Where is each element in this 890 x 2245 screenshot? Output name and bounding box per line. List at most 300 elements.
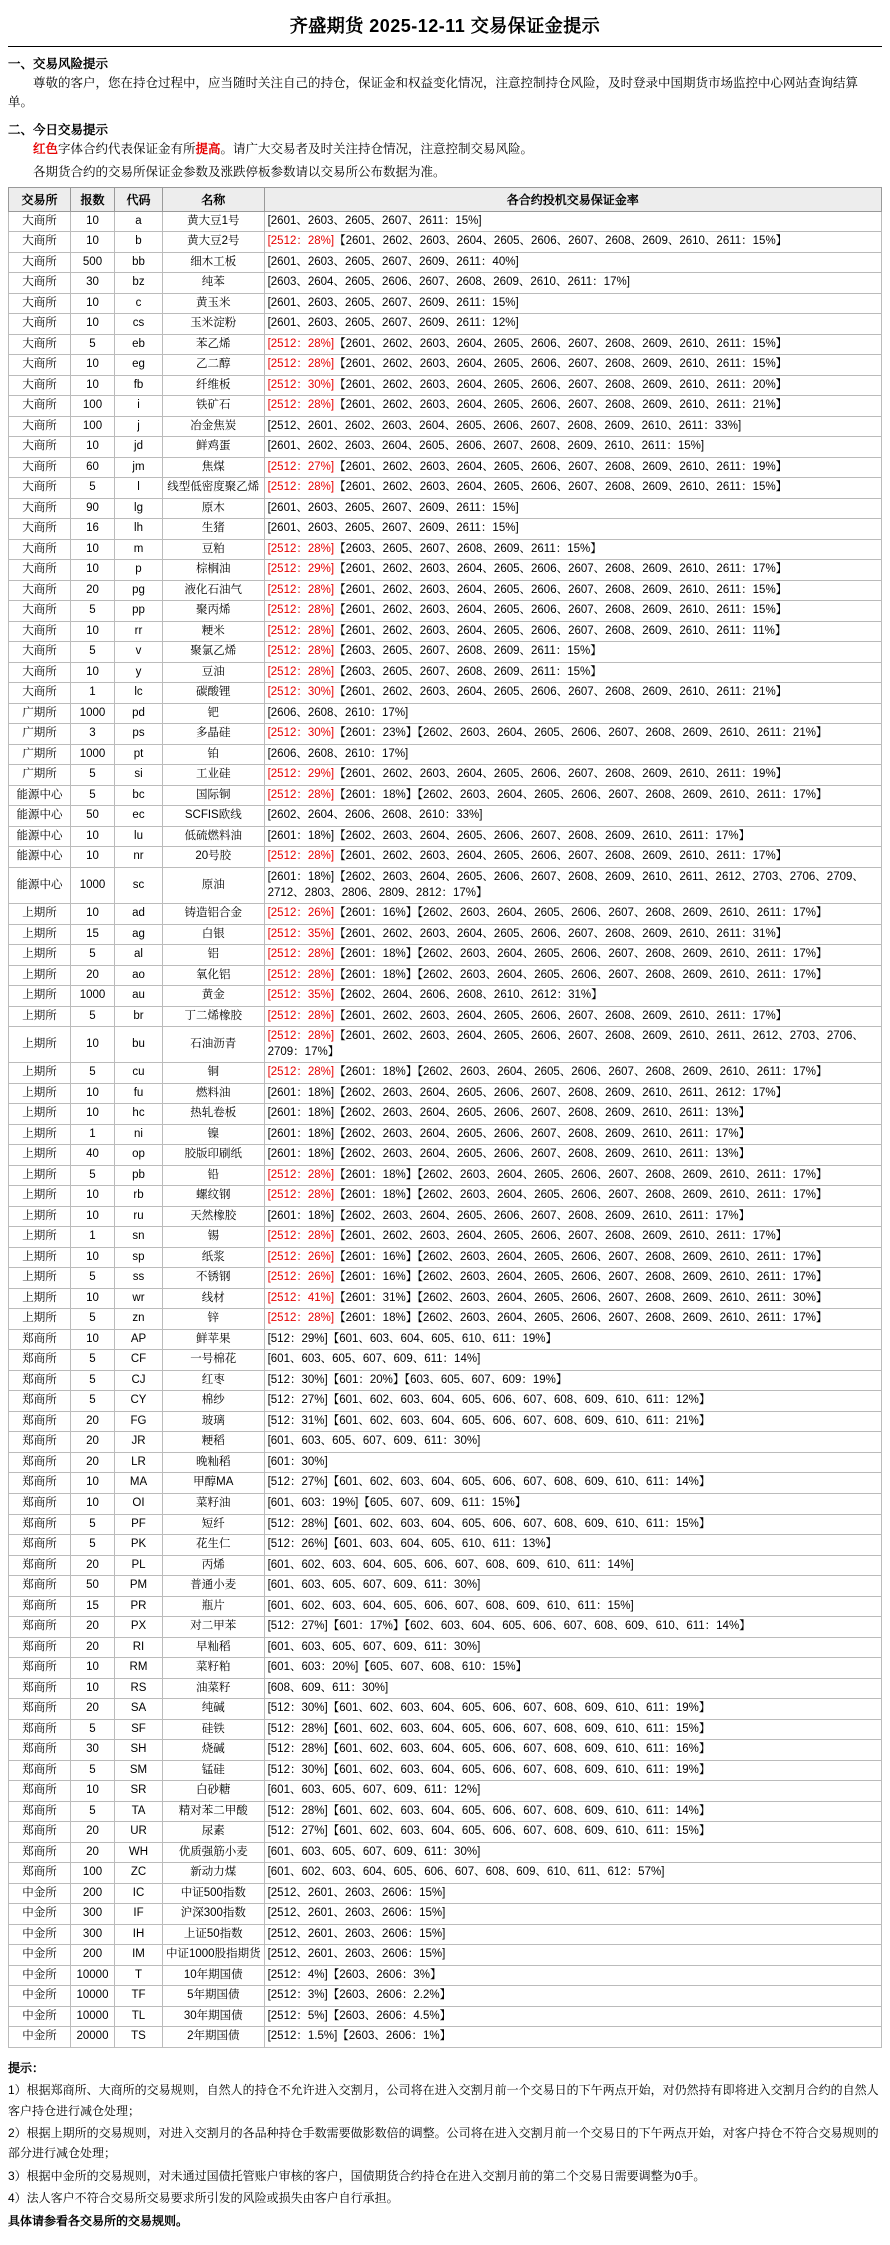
cell-margin-rate: [512：28%]【601、602、603、604、605、606、607、608、609、610、611：15%】 (264, 1514, 881, 1535)
table-row (9, 539, 882, 560)
cell-code: j (115, 416, 163, 437)
cell-name: 锡 (163, 1227, 265, 1248)
cell-margin-rate: [512：29%]【601、603、604、605、610、611：19%】 (264, 1329, 881, 1350)
cell-code: zn (115, 1309, 163, 1330)
cell-lot: 20 (71, 965, 115, 986)
cell-margin-rate: [2512：35%]【2601、2602、2603、2604、2605、2606、2607、2608、2609、2610、2611：31%】 (264, 924, 881, 945)
cell-margin-rate: [2512：28%]【2601、2602、2603、2604、2605、2606、2607、2608、2609、2610、2611：15%】 (264, 334, 881, 355)
cell-name: 5年期国债 (163, 1986, 265, 2007)
rate-raised-segment: [2512：26%] (267, 907, 335, 920)
cell-exchange: 郑商所 (9, 1329, 71, 1350)
table-row (9, 868, 882, 904)
cell-name: 瓶片 (163, 1596, 265, 1617)
cell-lot: 1000 (71, 868, 115, 904)
cell-exchange: 上期所 (9, 1247, 71, 1268)
table-row (9, 1555, 882, 1576)
cell-name: 线型低密度聚乙烯 (163, 478, 265, 499)
cell-name: 石油沥青 (163, 1027, 265, 1063)
cell-lot: 20 (71, 1411, 115, 1432)
table-row (9, 1576, 882, 1597)
cell-exchange: 郑商所 (9, 1658, 71, 1679)
cell-margin-rate: [2512：3%]【2603、2606：2.2%】 (264, 1986, 881, 2007)
cell-code: FG (115, 1411, 163, 1432)
cell-margin-rate: [2512：28%]【2601、2602、2603、2604、2605、2606、2607、2608、2609、2610、2611：15%】 (264, 232, 881, 253)
cell-margin-rate: [2512：5%]【2603、2606：4.5%】 (264, 2006, 881, 2027)
table-row (9, 986, 882, 1007)
cell-name: 短纤 (163, 1514, 265, 1535)
table-row (9, 1206, 882, 1227)
cell-margin-rate: [2512：28%]【2601：18%】【2602、2603、2604、2605、2606、2607、2608、2609、2610、2611：17%】 (264, 945, 881, 966)
table-row (9, 1965, 882, 1986)
cell-code: ad (115, 904, 163, 925)
cell-name: 棕榈油 (163, 560, 265, 581)
cell-lot: 10 (71, 355, 115, 376)
cell-margin-rate: [2601、2603、2605、2607、2611：15%] (264, 211, 881, 232)
cell-lot: 10 (71, 375, 115, 396)
cell-exchange: 中金所 (9, 2006, 71, 2027)
cell-code: si (115, 765, 163, 786)
cell-margin-rate: [601、603、605、607、609、611：12%] (264, 1781, 881, 1802)
rate-raised-segment: [2512：28%] (267, 235, 335, 248)
cell-exchange: 能源中心 (9, 868, 71, 904)
cell-code: ps (115, 724, 163, 745)
cell-margin-rate: [2601、2603、2605、2607、2609、2611：15%] (264, 293, 881, 314)
cell-exchange: 中金所 (9, 1924, 71, 1945)
rate-raised-segment: [2512：28%] (267, 542, 335, 555)
table-row (9, 1637, 882, 1658)
cell-code: au (115, 986, 163, 1007)
cell-margin-rate: [512：27%]【601、602、603、604、605、606、607、608、609、610、611：12%】 (264, 1391, 881, 1412)
cell-lot: 100 (71, 1863, 115, 1884)
table-row (9, 642, 882, 663)
cell-exchange: 大商所 (9, 211, 71, 232)
cell-exchange: 大商所 (9, 519, 71, 540)
cell-lot: 5 (71, 1063, 115, 1084)
cell-lot: 10 (71, 826, 115, 847)
cell-name: 豆油 (163, 662, 265, 683)
cell-lot: 5 (71, 642, 115, 663)
cell-code: y (115, 662, 163, 683)
cell-code: pb (115, 1165, 163, 1186)
table-row (9, 965, 882, 986)
cell-margin-rate: [601、602、603、604、605、606、607、608、609、610、611、612：57%] (264, 1863, 881, 1884)
cell-margin-rate: [601、603：19%]【605、607、609、611：15%】 (264, 1493, 881, 1514)
cell-exchange: 上期所 (9, 945, 71, 966)
cell-name: 不锈钢 (163, 1268, 265, 1289)
cell-code: TL (115, 2006, 163, 2027)
cell-code: rr (115, 621, 163, 642)
table-row (9, 1165, 882, 1186)
cell-code: m (115, 539, 163, 560)
cell-lot: 5 (71, 334, 115, 355)
cell-margin-rate: [2601、2603、2605、2607、2609、2611：40%] (264, 252, 881, 273)
cell-code: bu (115, 1027, 163, 1063)
cell-code: jm (115, 457, 163, 478)
cell-margin-rate: [2606、2608、2610：17%] (264, 744, 881, 765)
cell-lot: 100 (71, 396, 115, 417)
cell-name: 白砂糖 (163, 1781, 265, 1802)
cell-lot: 15 (71, 1596, 115, 1617)
cell-margin-rate: [2601、2603、2605、2607、2609、2611：12%] (264, 314, 881, 335)
cell-lot: 30 (71, 1740, 115, 1761)
cell-lot: 20 (71, 1699, 115, 1720)
cell-name: 优质强筋小麦 (163, 1842, 265, 1863)
cell-code: cu (115, 1063, 163, 1084)
rate-raised-segment: [2512：30%] (267, 727, 335, 740)
cell-name: 精对苯二甲酸 (163, 1801, 265, 1822)
section-risk-notice (8, 54, 882, 113)
cell-name: 原木 (163, 498, 265, 519)
table-row (9, 416, 882, 437)
cell-exchange: 大商所 (9, 580, 71, 601)
rate-raised-segment: [2512：28%] (267, 1168, 335, 1181)
cell-name: 尿素 (163, 1822, 265, 1843)
cell-lot: 1000 (71, 744, 115, 765)
cell-exchange: 广期所 (9, 724, 71, 745)
cell-lot: 5 (71, 1719, 115, 1740)
cell-lot: 10 (71, 847, 115, 868)
cell-margin-rate: [512：30%]【601：20%】【603、605、607、609：19%】 (264, 1370, 881, 1391)
cell-exchange: 大商所 (9, 437, 71, 458)
cell-code: br (115, 1006, 163, 1027)
cell-lot: 5 (71, 601, 115, 622)
cell-exchange: 大商所 (9, 334, 71, 355)
cell-code: CY (115, 1391, 163, 1412)
cell-name: 镍 (163, 1124, 265, 1145)
cell-exchange: 大商所 (9, 560, 71, 581)
cell-name: 硅铁 (163, 1719, 265, 1740)
cell-exchange: 上期所 (9, 1027, 71, 1063)
cell-name: 黄大豆2号 (163, 232, 265, 253)
footer-tips (8, 2058, 882, 2231)
cell-name: 红枣 (163, 1370, 265, 1391)
cell-margin-rate: [2606、2608、2610：17%] (264, 703, 881, 724)
cell-name: 20号胶 (163, 847, 265, 868)
table-row (9, 1104, 882, 1125)
table-row (9, 1145, 882, 1166)
cell-lot: 30 (71, 273, 115, 294)
cell-name: 菜籽油 (163, 1493, 265, 1514)
cell-exchange: 郑商所 (9, 1411, 71, 1432)
table-row (9, 396, 882, 417)
cell-exchange: 郑商所 (9, 1452, 71, 1473)
cell-name: 粳米 (163, 621, 265, 642)
cell-margin-rate: [2603、2604、2605、2606、2607、2608、2609、2610、2611：17%] (264, 273, 881, 294)
table-row (9, 1986, 882, 2007)
table-row (9, 1514, 882, 1535)
cell-name: 纯碱 (163, 1699, 265, 1720)
cell-lot: 5 (71, 1350, 115, 1371)
cell-margin-rate: [2512：28%]【2601、2602、2603、2604、2605、2606、2607、2608、2609、2610、2611：15%】 (264, 601, 881, 622)
rate-raised-segment: [2512：28%] (267, 645, 335, 658)
cell-lot: 10 (71, 539, 115, 560)
cell-name: 焦煤 (163, 457, 265, 478)
cell-code: PR (115, 1596, 163, 1617)
margin-change-notice (8, 140, 882, 159)
cell-lot: 20 (71, 1555, 115, 1576)
cell-margin-rate: [512：27%]【601、602、603、604、605、606、607、608、609、610、611：15%】 (264, 1822, 881, 1843)
table-row (9, 1617, 882, 1638)
cell-margin-rate: [2512：29%]【2601、2602、2603、2604、2605、2606、2607、2608、2609、2610、2611：19%】 (264, 765, 881, 786)
cell-code: OI (115, 1493, 163, 1514)
table-row (9, 293, 882, 314)
cell-name: 氧化铝 (163, 965, 265, 986)
rate-raised-segment: [2512：28%] (267, 624, 335, 637)
table-row (9, 1678, 882, 1699)
cell-name: 对二甲苯 (163, 1617, 265, 1638)
cell-margin-rate: [2512：28%]【2601：18%】【2602、2603、2604、2605、2606、2607、2608、2609、2610、2611：17%】 (264, 965, 881, 986)
cell-name: 乙二醇 (163, 355, 265, 376)
table-row (9, 2006, 882, 2027)
rate-raised-segment: [2512：28%] (267, 850, 335, 863)
cell-lot: 20 (71, 1432, 115, 1453)
cell-exchange: 大商所 (9, 355, 71, 376)
cell-exchange: 大商所 (9, 498, 71, 519)
footer-tip-item: 具体请参看各交易所的交易规则。 (8, 2213, 189, 2228)
cell-margin-rate: [2512：35%]【2602、2604、2606、2608、2610、2612：31%】 (264, 986, 881, 1007)
cell-name: 甲醇MA (163, 1473, 265, 1494)
risk-paragraph: 尊敬的客户，您在持仓过程中，应当随时关注自己的持仓，保证金和权益变化情况，注意控制持仓风险，及时登录中国期货市场监控中心网站查询结算单。 (8, 76, 859, 110)
rate-raised-segment: [2512：28%] (267, 788, 335, 801)
cell-margin-rate: [601：30%] (264, 1452, 881, 1473)
cell-lot: 10000 (71, 2006, 115, 2027)
cell-exchange: 大商所 (9, 273, 71, 294)
cell-lot: 10 (71, 560, 115, 581)
cell-name: 铅 (163, 1165, 265, 1186)
table-row (9, 703, 882, 724)
table-row (9, 1288, 882, 1309)
cell-name: 黄大豆1号 (163, 211, 265, 232)
cell-exchange: 上期所 (9, 1268, 71, 1289)
cell-exchange: 上期所 (9, 924, 71, 945)
table-row (9, 826, 882, 847)
cell-exchange: 郑商所 (9, 1617, 71, 1638)
cell-margin-rate: [2512：28%]【2601：18%】【2602、2603、2604、2605、2606、2607、2608、2609、2610、2611：17%】 (264, 1165, 881, 1186)
cell-lot: 15 (71, 924, 115, 945)
cell-name: 生猪 (163, 519, 265, 540)
rate-raised-segment: [2512：29%] (267, 768, 335, 781)
cell-lot: 5 (71, 1006, 115, 1027)
cell-lot: 10 (71, 1186, 115, 1207)
table-row (9, 662, 882, 683)
cell-code: PX (115, 1617, 163, 1638)
cell-name: 2年期国债 (163, 2027, 265, 2048)
cell-name: 烧碱 (163, 1740, 265, 1761)
rate-raised-segment: [2512：28%] (267, 337, 335, 350)
footer-tip-item: 2）根据上期所的交易规则，对进入交割月的各品种持仓手数需要做影数倍的调整。公司将在进入交割月前一个交易日的下午两点开始，对客户持仓不符合交易规则的部分进行减仓处理； (8, 2126, 879, 2161)
footer-title: 提示： (8, 2060, 45, 2075)
cell-name: 纸浆 (163, 1247, 265, 1268)
cell-exchange: 能源中心 (9, 806, 71, 827)
cell-code: ag (115, 924, 163, 945)
cell-name: 苯乙烯 (163, 334, 265, 355)
cell-exchange: 上期所 (9, 1083, 71, 1104)
cell-margin-rate: [601、603、605、607、609、611：30%] (264, 1637, 881, 1658)
table-row (9, 580, 882, 601)
cell-name: 热轧卷板 (163, 1104, 265, 1125)
cell-lot: 5 (71, 1535, 115, 1556)
cell-code: wr (115, 1288, 163, 1309)
table-row (9, 1473, 882, 1494)
cell-margin-rate: [2512：28%]【2601、2602、2603、2604、2605、2606、2607、2608、2609、2610、2611：15%】 (264, 478, 881, 499)
cell-lot: 10 (71, 1473, 115, 1494)
cell-exchange: 郑商所 (9, 1391, 71, 1412)
cell-name: 冶金焦炭 (163, 416, 265, 437)
cell-margin-rate: [2601、2602、2603、2604、2605、2606、2607、2608、2609、2610、2611：15%] (264, 437, 881, 458)
rate-raised-segment: [2512：28%] (267, 1230, 335, 1243)
cell-margin-rate: [2512：26%]【2601：16%】【2602、2603、2604、2605、2606、2607、2608、2609、2610、2611：17%】 (264, 1268, 881, 1289)
table-row (9, 1493, 882, 1514)
cell-lot: 5 (71, 785, 115, 806)
cell-margin-rate: [512：28%]【601、602、603、604、605、606、607、608、609、610、611：14%】 (264, 1801, 881, 1822)
cell-margin-rate: [2512：28%]【2603、2605、2607、2608、2609、2611：15%】 (264, 642, 881, 663)
rate-raised-segment: [2512：28%] (267, 358, 335, 371)
cell-margin-rate: [2601、2603、2605、2607、2609、2611：15%] (264, 498, 881, 519)
cell-lot: 10 (71, 1083, 115, 1104)
cell-code: ZC (115, 1863, 163, 1884)
cell-name: 10年期国债 (163, 1965, 265, 1986)
cell-code: i (115, 396, 163, 417)
cell-lot: 5 (71, 1760, 115, 1781)
cell-lot: 10 (71, 314, 115, 335)
cell-lot: 10 (71, 1104, 115, 1125)
cell-exchange: 郑商所 (9, 1637, 71, 1658)
table-row (9, 1596, 882, 1617)
cell-code: bz (115, 273, 163, 294)
cell-lot: 5 (71, 1268, 115, 1289)
cell-exchange: 郑商所 (9, 1514, 71, 1535)
cell-exchange: 郑商所 (9, 1576, 71, 1597)
cell-margin-rate: [512：30%]【601、602、603、604、605、606、607、608、609、610、611：19%】 (264, 1699, 881, 1720)
cell-exchange: 上期所 (9, 1124, 71, 1145)
cell-lot: 10 (71, 437, 115, 458)
cell-code: TS (115, 2027, 163, 2048)
table-row (9, 519, 882, 540)
table-row (9, 1699, 882, 1720)
table-row (9, 1227, 882, 1248)
cell-code: WH (115, 1842, 163, 1863)
cell-margin-rate: [2512：41%]【2601：31%】【2602、2603、2604、2605、2606、2607、2608、2609、2610、2611：30%】 (264, 1288, 881, 1309)
table-row (9, 1006, 882, 1027)
cell-code: RI (115, 1637, 163, 1658)
cell-name: 玻璃 (163, 1411, 265, 1432)
cell-margin-rate: [2512：27%]【2601、2602、2603、2604、2605、2606、2607、2608、2609、2610、2611：19%】 (264, 457, 881, 478)
column-header-name: 名称 (163, 187, 265, 211)
cell-margin-rate: [2512：28%]【2601、2602、2603、2604、2605、2606、2607、2608、2609、2610、2611：17%】 (264, 1227, 881, 1248)
cell-name: 30年期国债 (163, 2006, 265, 2027)
cell-margin-rate: [2512：28%]【2601：18%】【2602、2603、2604、2605、2606、2607、2608、2609、2610、2611：17%】 (264, 785, 881, 806)
exchange-data-notice: 各期货合约的交易所保证金参数及涨跌停板参数请以交易所公布数据为准。 (33, 165, 446, 180)
table-row (9, 355, 882, 376)
cell-lot: 200 (71, 1883, 115, 1904)
cell-exchange: 郑商所 (9, 1493, 71, 1514)
cell-name: 中证1000股指期货 (163, 1945, 265, 1966)
cell-exchange: 中金所 (9, 1883, 71, 1904)
cell-lot: 10 (71, 904, 115, 925)
cell-lot: 20 (71, 1822, 115, 1843)
table-row (9, 1432, 882, 1453)
table-row (9, 806, 882, 827)
column-header-lot: 报数 (71, 187, 115, 211)
cell-margin-rate: [512：27%]【601、602、603、604、605、606、607、608、609、610、611：14%】 (264, 1473, 881, 1494)
table-row (9, 1027, 882, 1063)
cell-margin-rate: [2601：18%]【2602、2603、2604、2605、2606、2607、2608、2609、2610、2611、2612：17%】 (264, 1083, 881, 1104)
cell-lot: 10 (71, 662, 115, 683)
table-row (9, 1740, 882, 1761)
table-row (9, 1083, 882, 1104)
cell-lot: 10 (71, 1288, 115, 1309)
table-row (9, 232, 882, 253)
cell-exchange: 大商所 (9, 601, 71, 622)
table-row (9, 478, 882, 499)
cell-margin-rate: [512：28%]【601、602、603、604、605、606、607、608、609、610、611：16%】 (264, 1740, 881, 1761)
cell-exchange: 上期所 (9, 1104, 71, 1125)
cell-code: pd (115, 703, 163, 724)
cell-exchange: 郑商所 (9, 1842, 71, 1863)
cell-margin-rate: [512：26%]【601、603、604、605、610、611：13%】 (264, 1535, 881, 1556)
table-row (9, 724, 882, 745)
margin-rate-table (8, 187, 882, 2048)
cell-name: 铁矿石 (163, 396, 265, 417)
cell-code: SR (115, 1781, 163, 1802)
rate-raised-segment: [2512：28%] (267, 399, 335, 412)
cell-lot: 50 (71, 806, 115, 827)
cell-lot: 100 (71, 416, 115, 437)
rate-raised-segment: [2512：30%] (267, 378, 335, 391)
cell-margin-rate: [2601：18%]【2602、2603、2604、2605、2606、2607、2608、2609、2610、2611：13%】 (264, 1145, 881, 1166)
cell-name: 晚籼稻 (163, 1452, 265, 1473)
table-row (9, 1863, 882, 1884)
cell-code: ni (115, 1124, 163, 1145)
cell-lot: 10 (71, 211, 115, 232)
table-row (9, 1945, 882, 1966)
cell-exchange: 上期所 (9, 904, 71, 925)
cell-lot: 10 (71, 1658, 115, 1679)
section-heading-risk: 一、交易风险提示 (8, 57, 109, 71)
cell-code: PM (115, 1576, 163, 1597)
cell-lot: 5 (71, 1514, 115, 1535)
cell-exchange: 上期所 (9, 1288, 71, 1309)
cell-margin-rate: [2601：18%]【2602、2603、2604、2605、2606、2607、2608、2609、2610、2611：17%】 (264, 1124, 881, 1145)
cell-margin-rate: [2512、2601、2603、2606：15%] (264, 1883, 881, 1904)
cell-margin-rate: [512：28%]【601、602、603、604、605、606、607、608、609、610、611：15%】 (264, 1719, 881, 1740)
cell-code: SH (115, 1740, 163, 1761)
cell-margin-rate: [2512：30%]【2601、2602、2603、2604、2605、2606、2607、2608、2609、2610、2611：20%】 (264, 375, 881, 396)
cell-name: 豆粕 (163, 539, 265, 560)
cell-name: 锌 (163, 1309, 265, 1330)
table-row (9, 1719, 882, 1740)
table-row (9, 1186, 882, 1207)
table-row (9, 847, 882, 868)
cell-exchange: 郑商所 (9, 1740, 71, 1761)
cell-margin-rate: [2602、2604、2606、2608、2610：33%] (264, 806, 881, 827)
cell-exchange: 大商所 (9, 252, 71, 273)
cell-code: PF (115, 1514, 163, 1535)
cell-margin-rate: [601、603、605、607、609、611：30%] (264, 1842, 881, 1863)
rate-raised-segment: [2512：28%] (267, 1189, 335, 1202)
cell-lot: 16 (71, 519, 115, 540)
cell-name: 花生仁 (163, 1535, 265, 1556)
cell-exchange: 上期所 (9, 1227, 71, 1248)
table-row (9, 1370, 882, 1391)
cell-exchange: 郑商所 (9, 1473, 71, 1494)
cell-code: AP (115, 1329, 163, 1350)
cell-code: MA (115, 1473, 163, 1494)
table-row (9, 785, 882, 806)
rate-raised-segment: [2512：28%] (267, 1030, 335, 1043)
cell-exchange: 上期所 (9, 1309, 71, 1330)
section-today-notice (8, 120, 882, 183)
